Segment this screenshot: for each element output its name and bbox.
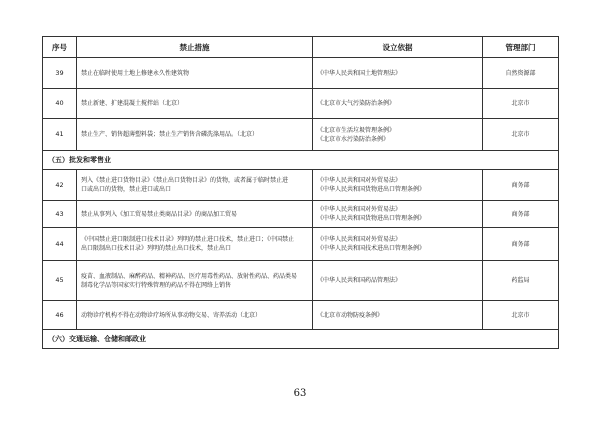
department-cell: 药监局 (483, 261, 559, 301)
section-row (43, 151, 559, 170)
measure-text-line: 疫苗、血液制品、麻醉药品、精神药品、医疗用毒性药品、放射性药品、药品类易 (81, 272, 298, 280)
basis-law-line: 《北京市生活垃圾管理条例》 (317, 126, 396, 134)
measure-text-line: 禁止新建、扩建混凝土搅拌站（北京） (81, 100, 184, 107)
basis-law-line: 《中华人民共和国药品管理法》 (317, 277, 402, 284)
measure-text-line: 禁止在临时使用土地上修建永久性建筑物 (81, 69, 190, 77)
measure-cell (77, 301, 313, 330)
row-number: 42 (43, 170, 77, 201)
department-cell: 商务部 (483, 228, 559, 261)
department-cell: 北京市 (483, 119, 559, 151)
basis-law-line: 《北京市水污染防治条例》 (317, 135, 390, 143)
measure-text-line: 《中国禁止进口限制进口技术目录》列明的禁止进口技术，禁止进口；《中国禁止 (81, 236, 295, 243)
table-body (43, 58, 559, 349)
measure-cell (77, 201, 313, 228)
section-title: （五）批发和零售业 (43, 151, 559, 170)
measure-text-line: 口或出口的货物，禁止进口或出口 (81, 186, 172, 193)
basis-cell (313, 58, 483, 89)
basis-law-line: 《北京市大气污染防治条例》 (317, 100, 396, 107)
measure-text-line: 禁止从事列入《加工贸易禁止类商品目录》的商品加工贸易 (81, 210, 238, 218)
measure-text-line: 制毒化学品等国家实行特殊管理的药品不得在网络上销售 (81, 281, 232, 289)
basis-cell (313, 228, 483, 261)
measure-text-line: 出口限制出口技术目录》列明的禁止出口技术，禁止出口 (81, 245, 232, 252)
measure-text-line: 列入《禁止进口货物目录》《禁止出口货物目录》的货物，或者属于临时禁止进 (81, 177, 289, 184)
basis-cell (313, 201, 483, 228)
basis-law-line: 《中华人民共和国对外贸易法》 (317, 236, 402, 243)
basis-law-line: 《北京市动物防疫条例》 (317, 311, 384, 319)
table-row (43, 89, 559, 119)
department-cell: 商务部 (483, 201, 559, 228)
row-number: 45 (43, 261, 77, 301)
table-header-row (43, 37, 559, 58)
table-row (43, 228, 559, 261)
header-measure: 禁止措施 (77, 37, 313, 58)
basis-law-line: 《中华人民共和国货物进出口管理条例》 (317, 215, 426, 222)
measure-cell (77, 119, 313, 151)
header-dept: 管理部门 (483, 37, 559, 58)
measure-cell (77, 228, 313, 261)
row-number: 41 (43, 119, 77, 151)
basis-law-line: 《中华人民共和国货物进出口管理条例》 (317, 186, 426, 193)
row-number: 46 (43, 301, 77, 330)
table-row (43, 261, 559, 301)
measure-cell (77, 58, 313, 89)
row-number: 39 (43, 58, 77, 89)
basis-cell (313, 119, 483, 151)
table-row (43, 170, 559, 201)
prohibition-table (42, 36, 559, 349)
page-number: 63 (293, 388, 307, 399)
basis-law-line: 《中华人民共和国土地管理法》 (317, 69, 402, 77)
header-no: 序号 (43, 37, 77, 58)
basis-cell (313, 261, 483, 301)
row-number: 40 (43, 89, 77, 119)
row-number: 44 (43, 228, 77, 261)
basis-cell (313, 301, 483, 330)
measure-text-line: 动物诊疗机构不得在动物诊疗场所从事动物交易、寄养活动（北京） (81, 311, 262, 319)
measure-text-line: 禁止生产、销售超薄塑料袋；禁止生产销售含磷洗涤用品。（北京） (81, 131, 259, 138)
table-row (43, 301, 559, 330)
department-cell: 北京市 (483, 89, 559, 119)
measure-cell (77, 261, 313, 301)
table-row (43, 119, 559, 151)
basis-law-line: 《中华人民共和国对外贸易法》 (317, 206, 402, 213)
table-row (43, 58, 559, 89)
table-row (43, 201, 559, 228)
basis-law-line: 《中华人民共和国对外贸易法》 (317, 177, 402, 184)
basis-cell (313, 170, 483, 201)
measure-cell (77, 89, 313, 119)
measure-cell (77, 170, 313, 201)
basis-law-line: 《中华人民共和国技术进出口管理条例》 (317, 245, 426, 252)
header-basis: 设立依据 (313, 37, 483, 58)
department-cell: 北京市 (483, 301, 559, 330)
section-title: （六）交通运输、仓储和邮政业 (43, 330, 559, 349)
department-cell: 商务部 (483, 170, 559, 201)
section-row (43, 330, 559, 349)
row-number: 43 (43, 201, 77, 228)
basis-cell (313, 89, 483, 119)
department-cell: 自然资源部 (483, 58, 559, 89)
